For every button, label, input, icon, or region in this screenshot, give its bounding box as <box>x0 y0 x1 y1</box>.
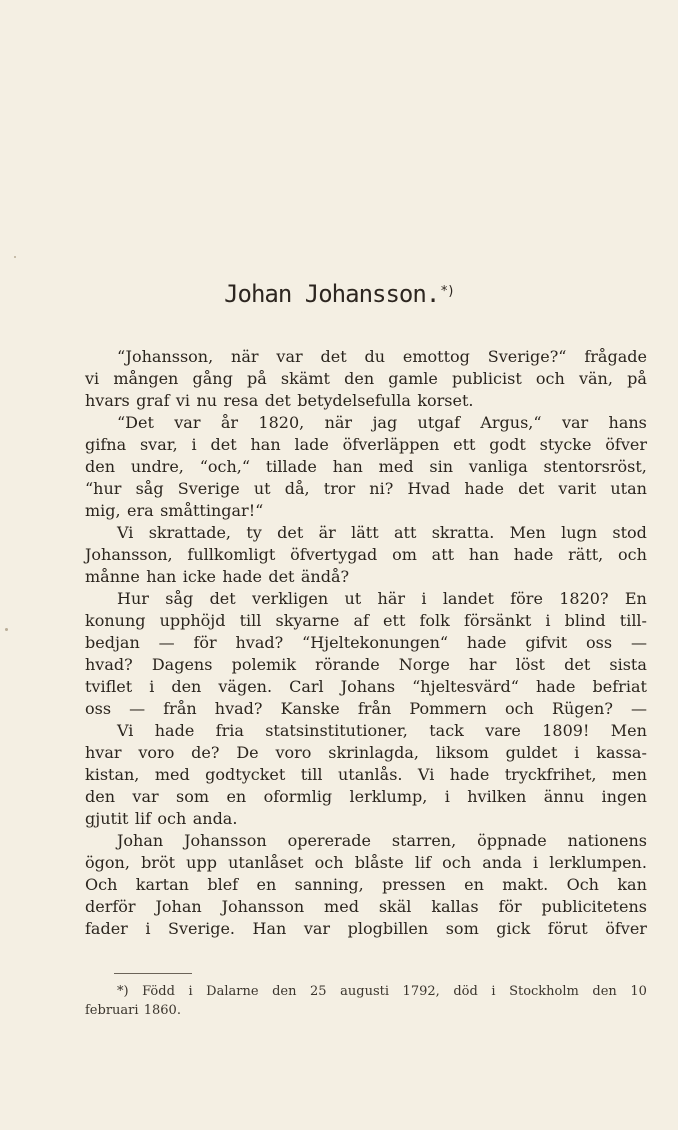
word: ut <box>253 479 271 498</box>
word: ingen <box>601 787 647 806</box>
word: stycke <box>539 435 592 454</box>
word: ty <box>246 523 262 542</box>
word: sin <box>429 457 454 476</box>
text-line <box>85 588 647 610</box>
word: när <box>324 413 353 432</box>
word: han <box>250 435 281 454</box>
word: skyarne <box>275 611 340 630</box>
word: för <box>498 897 522 916</box>
word: Och <box>85 875 118 894</box>
word: Kanske <box>280 699 340 718</box>
word: vare <box>485 721 521 740</box>
word: tack <box>429 721 464 740</box>
word: Och <box>566 875 599 894</box>
word: era <box>127 501 154 520</box>
word: då, <box>284 479 310 498</box>
word: öfverläppen <box>342 435 440 454</box>
word: i <box>574 743 580 762</box>
word: kartan <box>135 875 189 894</box>
word: Dalarne <box>206 984 259 999</box>
word: och <box>535 369 565 388</box>
word: gjutit <box>85 809 129 828</box>
word: gamle <box>388 369 438 388</box>
word: opererade <box>287 831 371 850</box>
word: polemik <box>231 655 297 674</box>
word: försänkt <box>463 611 532 630</box>
word: folk <box>419 611 450 630</box>
text-line <box>85 808 647 830</box>
word: Carl <box>289 677 324 696</box>
word: vägen. <box>218 677 273 696</box>
word: Dagens <box>151 655 213 674</box>
word: och <box>504 699 534 718</box>
word: är <box>318 523 336 542</box>
word: varit <box>558 479 597 498</box>
word: men <box>611 765 647 784</box>
text-line <box>85 368 647 390</box>
word: i <box>188 984 193 999</box>
word: 1820, <box>258 413 305 432</box>
word: vi <box>175 391 191 410</box>
text-line <box>85 742 647 764</box>
word: blind <box>564 611 606 630</box>
word: och <box>618 545 647 564</box>
word: i <box>491 984 496 999</box>
word: var <box>174 413 201 432</box>
word: icke <box>182 567 216 586</box>
word: såg <box>135 479 164 498</box>
word: godtycket <box>205 765 286 784</box>
word: ut <box>344 589 362 608</box>
word: jag <box>372 413 398 432</box>
word: Sverige <box>177 479 240 498</box>
word: Johan <box>155 897 202 916</box>
word: hvar <box>85 743 122 762</box>
word: hvad? <box>214 699 263 718</box>
word: till- <box>619 611 647 630</box>
text-line <box>85 566 647 588</box>
word: tviflet <box>85 677 133 696</box>
word: skämt <box>280 369 330 388</box>
word: fader <box>85 919 128 938</box>
word: lif <box>134 809 152 828</box>
word: stod <box>612 523 647 542</box>
word: 25 <box>310 984 327 999</box>
word: voro <box>138 743 175 762</box>
word: har <box>468 655 497 674</box>
word: han <box>146 567 177 586</box>
text-line <box>85 720 647 742</box>
word: starren, <box>391 831 457 850</box>
word: skrattade, <box>148 523 232 542</box>
word: det <box>210 435 237 454</box>
word: Johansson <box>221 897 305 916</box>
word: *) <box>117 984 129 999</box>
word: som <box>445 919 479 938</box>
word: verkligen <box>252 589 329 608</box>
text-line <box>85 610 647 632</box>
word: Vi <box>117 523 134 542</box>
text-line <box>85 896 647 918</box>
word: undre, <box>130 457 184 476</box>
word: och <box>157 809 187 828</box>
text-line <box>85 918 647 940</box>
text-line <box>85 346 647 368</box>
text-line <box>85 544 647 566</box>
word: 10 <box>630 984 647 999</box>
word: fria <box>215 721 244 740</box>
word: Rügen? <box>551 699 613 718</box>
word: kassa- <box>596 743 647 762</box>
word: lugn <box>561 523 598 542</box>
word: publicist <box>452 369 522 388</box>
word: upphöjd <box>159 611 226 630</box>
word: vän, <box>578 369 613 388</box>
word: med <box>154 765 190 784</box>
chapter-title <box>0 276 678 310</box>
word: 1860. <box>143 1003 181 1018</box>
word: det <box>518 479 545 498</box>
word: som <box>176 787 210 806</box>
word: pressen <box>382 875 446 894</box>
word: från <box>357 699 392 718</box>
word: — <box>630 633 647 652</box>
word: utan <box>610 479 647 498</box>
word: 1820? <box>559 589 609 608</box>
word: hvars <box>85 391 130 410</box>
word: ändå? <box>300 567 350 586</box>
word: Sverige. <box>167 919 236 938</box>
word: plogbillen <box>347 919 429 938</box>
word: i <box>149 677 155 696</box>
word: med <box>324 897 359 916</box>
word: på <box>246 369 267 388</box>
text-line <box>85 632 647 654</box>
word: 1792, <box>402 984 440 999</box>
word: det <box>268 567 295 586</box>
word: liksom <box>435 743 489 762</box>
word: mig, <box>85 501 121 520</box>
word: i <box>444 787 450 806</box>
word: förut <box>547 919 588 938</box>
word: svar, <box>139 435 178 454</box>
text-line <box>85 522 647 544</box>
text-line <box>85 852 647 874</box>
word: var <box>276 347 303 366</box>
word: upp <box>186 853 217 872</box>
word: “Hjeltekonungen“ <box>302 633 449 652</box>
word: hade <box>449 765 490 784</box>
word: det <box>320 347 347 366</box>
word: och <box>314 853 344 872</box>
word: godt <box>489 435 526 454</box>
word: oss <box>85 699 112 718</box>
word: En <box>624 589 647 608</box>
word: den <box>85 787 116 806</box>
word: i <box>421 589 427 608</box>
word: “Det <box>117 413 154 432</box>
word: anda <box>482 853 522 872</box>
word: i <box>545 611 551 630</box>
word: ett <box>383 611 406 630</box>
word: Han <box>252 919 287 938</box>
word: hans <box>608 413 647 432</box>
text-line <box>85 478 647 500</box>
word: ögon, <box>85 853 130 872</box>
word: öfver <box>605 435 647 454</box>
word: anda. <box>192 809 238 828</box>
word: i <box>533 853 539 872</box>
word: Argus,“ <box>480 413 542 432</box>
word: blåste <box>354 853 404 872</box>
word: derför <box>85 897 136 916</box>
word: vi <box>85 369 100 388</box>
word: blef <box>207 875 239 894</box>
word: hade <box>466 633 507 652</box>
text-line <box>85 654 647 676</box>
word: den <box>272 984 297 999</box>
word: ett <box>453 435 476 454</box>
text-line <box>85 764 647 786</box>
word: Norge <box>398 655 450 674</box>
word: var <box>132 787 159 806</box>
word: Född <box>142 984 175 999</box>
word: för <box>193 633 217 652</box>
word: de? <box>191 743 220 762</box>
word: hade <box>513 545 554 564</box>
paper-speck <box>5 628 8 631</box>
word: med <box>378 457 414 476</box>
word: Vi <box>117 721 134 740</box>
word: hvilken <box>467 787 527 806</box>
word: död <box>453 984 478 999</box>
word: Pommern <box>409 699 487 718</box>
word: — <box>631 699 647 718</box>
word: rätt, <box>568 545 604 564</box>
word: oformlig <box>263 787 333 806</box>
word: Men <box>610 721 647 740</box>
word: Johan <box>117 831 164 850</box>
paper-speck <box>14 256 16 258</box>
word: vanliga <box>468 457 528 476</box>
word: skrinlagda, <box>328 743 419 762</box>
word: en <box>464 875 484 894</box>
word: var <box>303 919 331 938</box>
word: 1809! <box>542 721 590 740</box>
word: lerklumpen. <box>549 853 647 872</box>
word: Stockholm <box>509 984 579 999</box>
word: här <box>377 589 406 608</box>
word: sista <box>609 655 647 674</box>
word: du <box>364 347 386 366</box>
word: gifna <box>85 435 127 454</box>
word: ännu <box>543 787 585 806</box>
word: hade <box>154 721 195 740</box>
word: den <box>171 677 202 696</box>
word: den <box>85 457 116 476</box>
word: makt. <box>502 875 549 894</box>
word: löst <box>515 655 545 674</box>
word: öfvertygad <box>290 545 378 564</box>
chapter-title-text: Johan Johansson. <box>224 280 440 308</box>
word: före <box>510 589 543 608</box>
word: publicitetens <box>541 897 647 916</box>
word: sanning, <box>294 875 364 894</box>
word: oss <box>586 633 613 652</box>
word: i <box>191 435 197 454</box>
word: såg <box>165 589 194 608</box>
word: — <box>129 699 146 718</box>
word: kallas <box>431 897 479 916</box>
word: “hur <box>85 479 122 498</box>
word: att <box>393 523 417 542</box>
word: den <box>344 369 375 388</box>
word: en <box>226 787 247 806</box>
text-line <box>85 786 647 808</box>
word: och <box>442 853 472 872</box>
word: bedjan <box>85 633 140 652</box>
word: augusti <box>340 984 389 999</box>
word: var <box>561 413 589 432</box>
word: hade <box>222 567 262 586</box>
word: utgaf <box>417 413 460 432</box>
word: år <box>220 413 239 432</box>
word: lif <box>414 853 432 872</box>
word: hvad? <box>235 633 284 652</box>
word: kistan, <box>85 765 140 784</box>
word: på <box>627 369 647 388</box>
footnote-line <box>85 982 647 1001</box>
word: rörande <box>315 655 380 674</box>
text-line <box>85 500 647 522</box>
text-line <box>85 390 647 412</box>
word: mången <box>113 369 179 388</box>
word: februari <box>85 1003 139 1018</box>
word: hvad? <box>85 655 133 674</box>
word: Hur <box>117 589 149 608</box>
word: statsinstitutioner, <box>265 721 408 740</box>
word: Sverige?“ <box>487 347 567 366</box>
word: stentorsröst, <box>543 457 647 476</box>
word: han <box>332 457 363 476</box>
word: De <box>236 743 259 762</box>
word: tror <box>323 479 356 498</box>
word: resa <box>223 391 259 410</box>
word: af <box>353 611 369 630</box>
word: gick <box>496 919 531 938</box>
word: fullkomligt <box>187 545 276 564</box>
word: gång <box>192 369 233 388</box>
word: korset. <box>417 391 474 410</box>
word: — <box>158 633 175 652</box>
text-line <box>85 874 647 896</box>
word: nu <box>196 391 218 410</box>
text-line <box>85 456 647 478</box>
word: att <box>431 545 455 564</box>
word: en <box>256 875 277 894</box>
word: till <box>300 765 323 784</box>
word: befriat <box>592 677 647 696</box>
word: det <box>264 391 291 410</box>
word: tillade <box>265 457 317 476</box>
text-line <box>85 676 647 698</box>
word: hade <box>535 677 576 696</box>
word: öppnade <box>477 831 547 850</box>
word: Hvad <box>407 479 451 498</box>
word: betydelsefulla <box>297 391 411 410</box>
footnote <box>85 982 647 1020</box>
word: “Johansson, <box>117 347 214 366</box>
word: i <box>145 919 151 938</box>
word: frågade <box>584 347 647 366</box>
word: från <box>163 699 197 718</box>
word: om <box>392 545 417 564</box>
word: utanlåset <box>228 853 304 872</box>
word: småttingar!“ <box>160 501 264 520</box>
word: graf <box>136 391 170 410</box>
text-line <box>85 434 647 456</box>
word: hade <box>464 479 504 498</box>
word: landet <box>442 589 494 608</box>
word: lätt <box>351 523 379 542</box>
word: när <box>231 347 259 366</box>
text-line <box>85 830 647 852</box>
footnote-line <box>85 1001 647 1020</box>
word: utanlås. <box>337 765 403 784</box>
word: han <box>468 545 499 564</box>
word: “hjeltesvärd“ <box>412 677 519 696</box>
word: “och,“ <box>199 457 251 476</box>
word: skratta. <box>431 523 495 542</box>
word: öfver <box>605 919 647 938</box>
word: månne <box>85 567 140 586</box>
word: Men <box>509 523 546 542</box>
word: Johansson <box>184 831 267 850</box>
word: den <box>592 984 617 999</box>
word: nationens <box>567 831 647 850</box>
word: det <box>564 655 591 674</box>
word: det <box>277 523 304 542</box>
body-text <box>85 346 647 940</box>
word: Vi <box>417 765 435 784</box>
word: tryckfrihet, <box>504 765 597 784</box>
word: ni? <box>369 479 394 498</box>
word: emottog <box>402 347 470 366</box>
word: lerklump, <box>349 787 428 806</box>
text-line <box>85 412 647 434</box>
word: Johans <box>340 677 396 696</box>
footnote-marker: *) <box>440 284 454 299</box>
text-line <box>85 698 647 720</box>
footnote-divider <box>114 973 192 974</box>
word: konung <box>85 611 146 630</box>
word: lade <box>294 435 329 454</box>
word: till <box>239 611 262 630</box>
word: bröt <box>141 853 176 872</box>
word: gifvit <box>525 633 568 652</box>
word: voro <box>275 743 312 762</box>
word: kan <box>617 875 647 894</box>
word: guldet <box>505 743 558 762</box>
word: Johansson, <box>85 545 173 564</box>
word: det <box>209 589 236 608</box>
word: skäl <box>378 897 412 916</box>
